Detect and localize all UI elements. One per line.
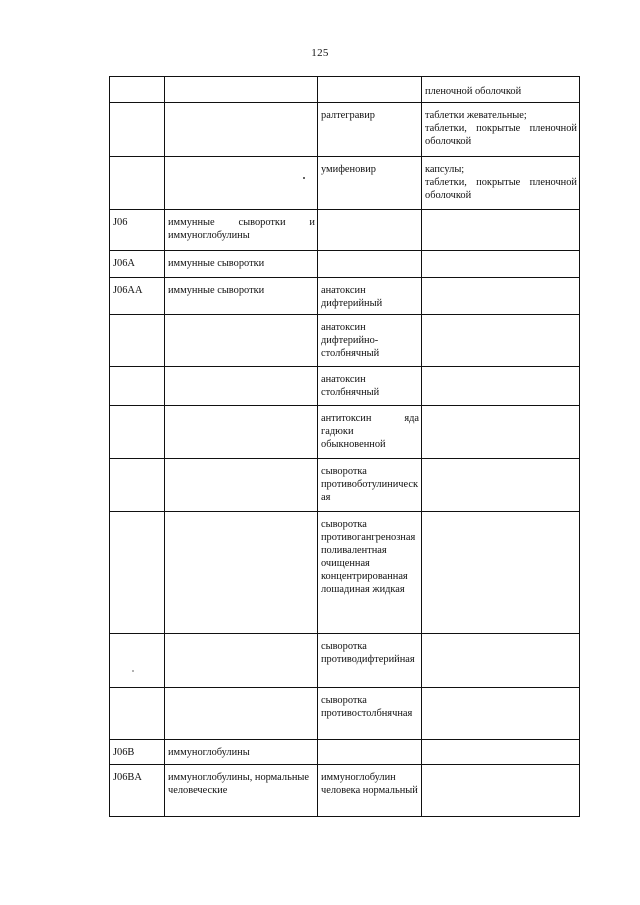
dosage-form-cell (422, 634, 580, 688)
group-name-cell (165, 251, 318, 278)
dosage-form: капсулы; таблетки, покрытые пленочной оболочкой (425, 164, 577, 201)
dosage-form-cell (422, 740, 580, 765)
atc-code: J06AA (113, 285, 143, 296)
group-name: иммуноглобулины (168, 747, 250, 758)
atc-code-cell (110, 367, 165, 406)
group-name-cell (165, 210, 318, 251)
atc-code-cell (110, 740, 165, 765)
dosage-form-cell (422, 406, 580, 459)
drug-name-cell (318, 512, 422, 634)
atc-code: J06B (113, 747, 135, 758)
atc-code-cell (110, 459, 165, 512)
drug-name-cell (318, 367, 422, 406)
atc-code-cell (110, 77, 165, 103)
table-row (110, 367, 580, 406)
drug-name-cell (318, 278, 422, 315)
table-row (110, 765, 580, 817)
group-name-cell (165, 740, 318, 765)
drug-name: умифеновир (321, 164, 376, 175)
atc-code-cell (110, 278, 165, 315)
drug-name: сыворотка противогангренозная поливалентная очищенная концентрированная лошадиная жидкая (321, 519, 416, 595)
dosage-form-cell (422, 251, 580, 278)
group-name-cell (165, 512, 318, 634)
group-name: иммуноглобулины, нормальные человеческие (168, 772, 309, 796)
table-row (110, 210, 580, 251)
table-row (110, 157, 580, 210)
atc-code-cell (110, 765, 165, 817)
drug-name: сыворотка противостолбнячная (321, 695, 413, 719)
group-name-cell (165, 634, 318, 688)
atc-code-cell (110, 157, 165, 210)
dosage-form-cell (422, 210, 580, 251)
table-row (110, 103, 580, 157)
group-name-cell (165, 765, 318, 817)
dosage-form-cell (422, 103, 580, 157)
atc-code-cell (110, 210, 165, 251)
atc-code: J06A (113, 258, 135, 269)
dosage-form: таблетки жевательные; таблетки, покрытые пленочной оболочкой (425, 110, 577, 147)
drug-name-cell (318, 688, 422, 740)
drug-classification-table (109, 76, 580, 817)
dosage-form-cell (422, 512, 580, 634)
drug-name-cell (318, 251, 422, 278)
drug-name-cell (318, 459, 422, 512)
group-name-cell (165, 157, 318, 210)
group-name-cell (165, 367, 318, 406)
table-row (110, 406, 580, 459)
drug-name: антитоксин яда гадюки обыкновенной (321, 413, 419, 450)
drug-name-cell (318, 765, 422, 817)
table-row (110, 459, 580, 512)
dosage-form-cell (422, 688, 580, 740)
scan-speck (132, 670, 134, 672)
drug-name-cell (318, 77, 422, 103)
group-name-cell (165, 459, 318, 512)
dosage-form-cell (422, 77, 580, 103)
atc-code-cell (110, 512, 165, 634)
drug-name-cell (318, 634, 422, 688)
atc-code: J06BA (113, 772, 142, 783)
atc-code-cell (110, 315, 165, 367)
atc-code-cell (110, 103, 165, 157)
page-number: 125 (311, 47, 329, 59)
drug-name: сыворотка противоботулиническая (321, 466, 419, 503)
dosage-form-cell (422, 367, 580, 406)
table-row (110, 688, 580, 740)
drug-name-cell (318, 157, 422, 210)
group-name-cell (165, 315, 318, 367)
scan-speck (303, 177, 305, 179)
table-row (110, 278, 580, 315)
drug-name: анатоксин столбнячный (321, 374, 380, 398)
drug-name: ралтегравир (321, 110, 375, 121)
group-name: иммунные сыворотки (168, 285, 265, 296)
dosage-form-cell (422, 157, 580, 210)
drug-name: сыворотка противодифтерийная (321, 641, 415, 665)
table-row (110, 634, 580, 688)
drug-name-cell (318, 315, 422, 367)
dosage-form-cell (422, 765, 580, 817)
atc-code-cell (110, 406, 165, 459)
drug-name-cell (318, 740, 422, 765)
table-row (110, 315, 580, 367)
table-row (110, 77, 580, 103)
group-name-cell (165, 688, 318, 740)
drug-name: иммуноглобулин человека нормальный (321, 772, 418, 796)
atc-code-cell (110, 251, 165, 278)
atc-code-cell (110, 688, 165, 740)
dosage-form-cell (422, 459, 580, 512)
atc-code: J06 (113, 217, 128, 228)
dosage-form-cell (422, 315, 580, 367)
dosage-form: пленочной оболочкой (425, 86, 522, 97)
group-name-cell (165, 278, 318, 315)
group-name-cell (165, 77, 318, 103)
table-row (110, 251, 580, 278)
group-name-cell (165, 103, 318, 157)
group-name: иммунные сыворотки (168, 258, 265, 269)
drug-name: анатоксин дифтерийный (321, 285, 383, 309)
drug-name-cell (318, 406, 422, 459)
group-name: иммунные сыворотки и иммуноглобулины (168, 217, 315, 241)
drug-name: анатоксин дифтерийно-столбнячный (321, 322, 380, 359)
group-name-cell (165, 406, 318, 459)
drug-name-cell (318, 210, 422, 251)
dosage-form-cell (422, 278, 580, 315)
table-row (110, 512, 580, 634)
table-row (110, 740, 580, 765)
drug-name-cell (318, 103, 422, 157)
atc-code-cell (110, 634, 165, 688)
